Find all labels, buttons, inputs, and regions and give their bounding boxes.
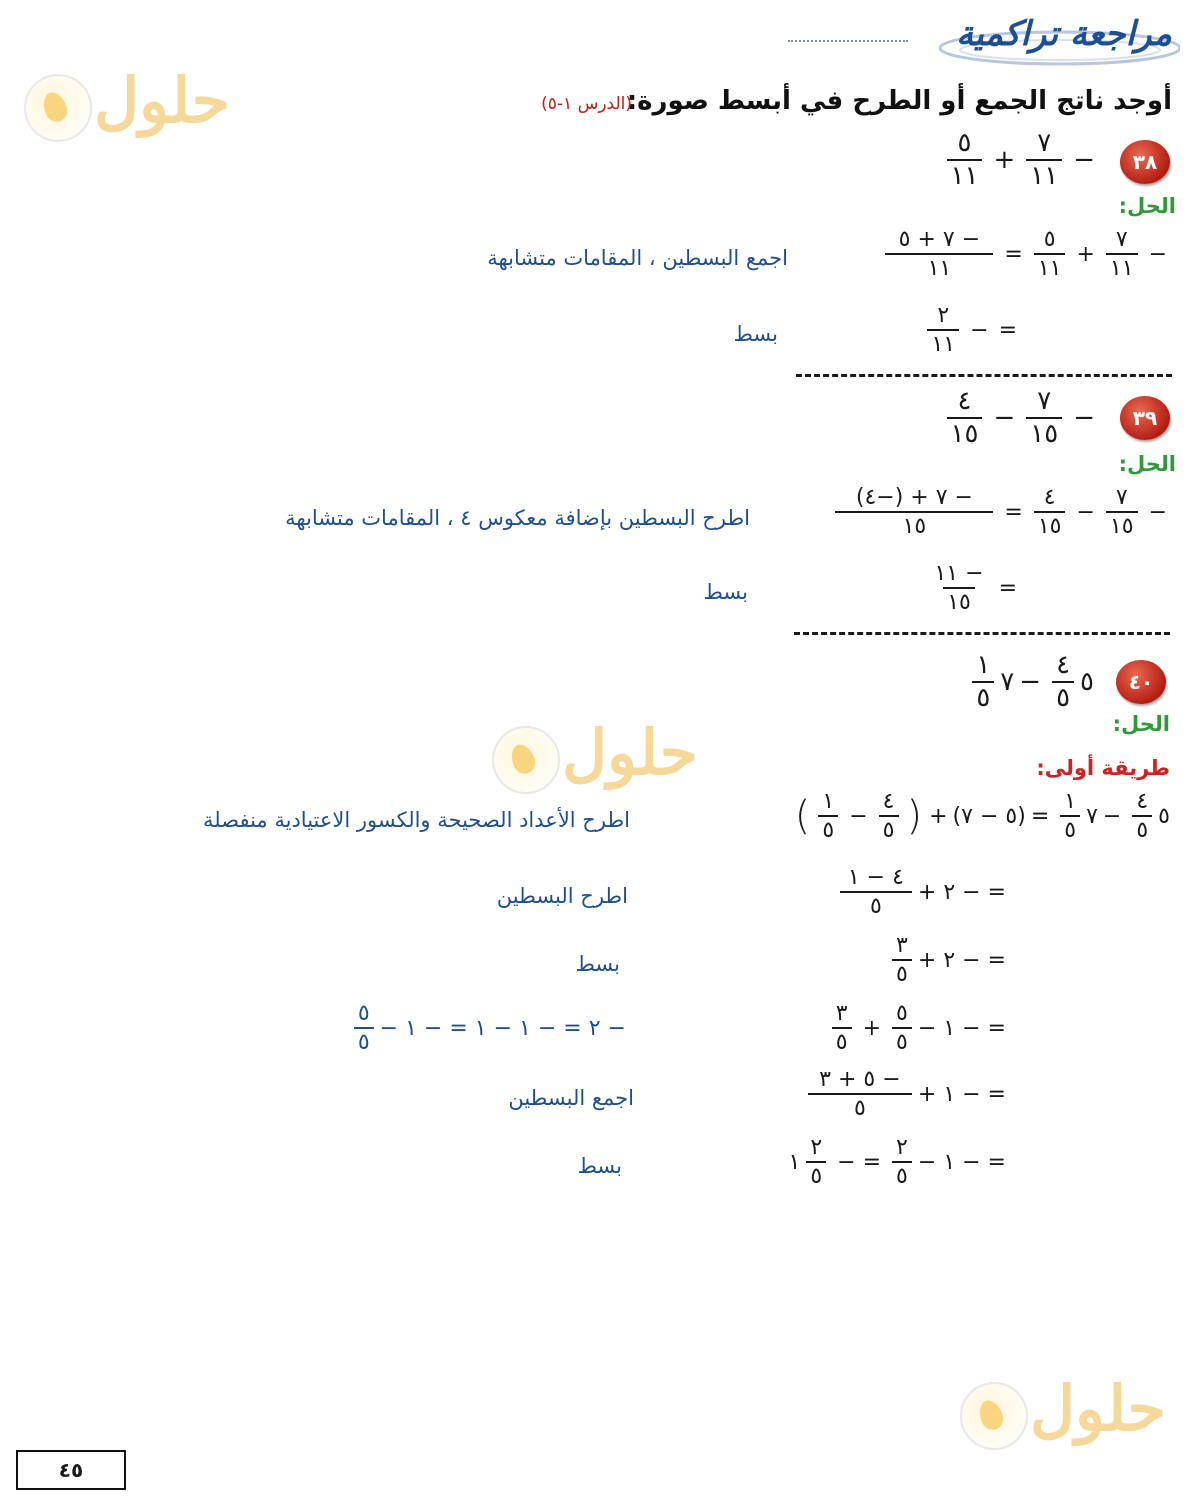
problem-38-step-1: − $\frac{٧}{١١}$ + $\frac{٥}{١١}$ = $\frac{- ٧ + ٥}{١١}$ bbox=[879, 228, 1172, 280]
step-note: اجمع البسطين ، المقامات متشابهة bbox=[487, 246, 788, 270]
method-label: طريقة أولى: bbox=[1036, 756, 1170, 780]
section-divider bbox=[794, 632, 1170, 635]
problem-39-step-2: = $\frac{- ١١}{١٥}$ bbox=[934, 561, 1017, 616]
problem-40-side-calculation: − ٢ = − ١ − ١ = − ١ − $\frac{٥}{٥}$ bbox=[348, 1002, 626, 1054]
problem-40-step-1: ٥ $\frac{٤}{٥}$ − ٧ $\frac{١}{٥}$ = (٥ − ٧) + ( $\frac{٤}{٥}$ − $\frac{١}{٥}$ ) bbox=[794, 789, 1170, 844]
book-leaf-icon bbox=[960, 1382, 1028, 1450]
solution-label: الحل: bbox=[1118, 452, 1176, 476]
problem-number-badge: ٤٠ bbox=[1116, 660, 1166, 704]
step-note: اطرح البسطين بإضافة معكوس ٤ ، المقامات متشابهة bbox=[285, 506, 750, 530]
problem-number-badge: ٣٩ bbox=[1120, 396, 1170, 440]
step-note: بسط bbox=[703, 580, 748, 604]
problem-39-step-1: − $\frac{٧}{١٥}$ − $\frac{٤}{١٥}$ = $\frac{- ٧ + (-٤)}{١٥}$ bbox=[829, 486, 1172, 538]
watermark-logo: حلول bbox=[24, 70, 234, 150]
step-note: اطرح الأعداد الصحيحة والكسور الاعتيادية منفصلة bbox=[203, 808, 630, 832]
title-dotted-line bbox=[788, 40, 908, 42]
problem-40-step-3: = − ٢ + $\frac{٣}{٥}$ bbox=[886, 934, 1006, 986]
solution-label: الحل: bbox=[1118, 194, 1176, 218]
book-leaf-icon bbox=[492, 726, 560, 794]
solution-label: الحل: bbox=[1112, 712, 1170, 736]
step-note: اطرح البسطين bbox=[496, 884, 628, 908]
problem-40-expression: ٥ $\frac{٤}{٥}$ − ٧ $\frac{١}{٥}$ bbox=[966, 652, 1094, 713]
instruction-text: أوجد ناتج الجمع أو الطرح في أبسط صورة: bbox=[626, 86, 1172, 116]
fraction: $\frac{٧}{١١}$ bbox=[1026, 130, 1062, 191]
lesson-reference: (الدرس ١-٥) bbox=[541, 94, 632, 114]
section-divider bbox=[796, 374, 1172, 377]
problem-39-expression: − $\frac{٧}{١٥}$ − $\frac{٤}{١٥}$ bbox=[941, 388, 1100, 449]
page-title: مراجعة تراكمية bbox=[956, 14, 1172, 54]
page-number: ٤٥ bbox=[16, 1450, 126, 1490]
problem-40-step-2: = − ٢ + $\frac{٤ - ١}{٥}$ bbox=[834, 866, 1006, 918]
problem-number-badge: ٣٨ bbox=[1120, 140, 1170, 184]
watermark-logo: حلول bbox=[492, 722, 702, 802]
problem-40-step-6: = − ١ − $\frac{٢}{٥}$ = − $\frac{٢}{٥}$ ١ bbox=[788, 1135, 1006, 1190]
problem-40-step-5: = − ١ + $\frac{- ٥ + ٣}{٥}$ bbox=[802, 1068, 1006, 1120]
book-leaf-icon bbox=[24, 74, 92, 142]
step-note: بسط bbox=[575, 952, 620, 976]
step-note: بسط bbox=[577, 1154, 622, 1178]
step-note: اجمع البسطين bbox=[508, 1086, 634, 1110]
fraction: $\frac{٥}{١١}$ bbox=[947, 130, 983, 191]
watermark-logo: حلول bbox=[960, 1378, 1170, 1458]
step-note: بسط bbox=[733, 322, 778, 346]
problem-38-step-2: = − $\frac{٢}{١١}$ bbox=[921, 304, 1022, 356]
problem-38-expression: − $\frac{٧}{١١}$ + $\frac{٥}{١١}$ bbox=[941, 130, 1100, 191]
problem-40-step-4: = − ١ − $\frac{٥}{٥}$ + $\frac{٣}{٥}$ bbox=[826, 1002, 1006, 1054]
